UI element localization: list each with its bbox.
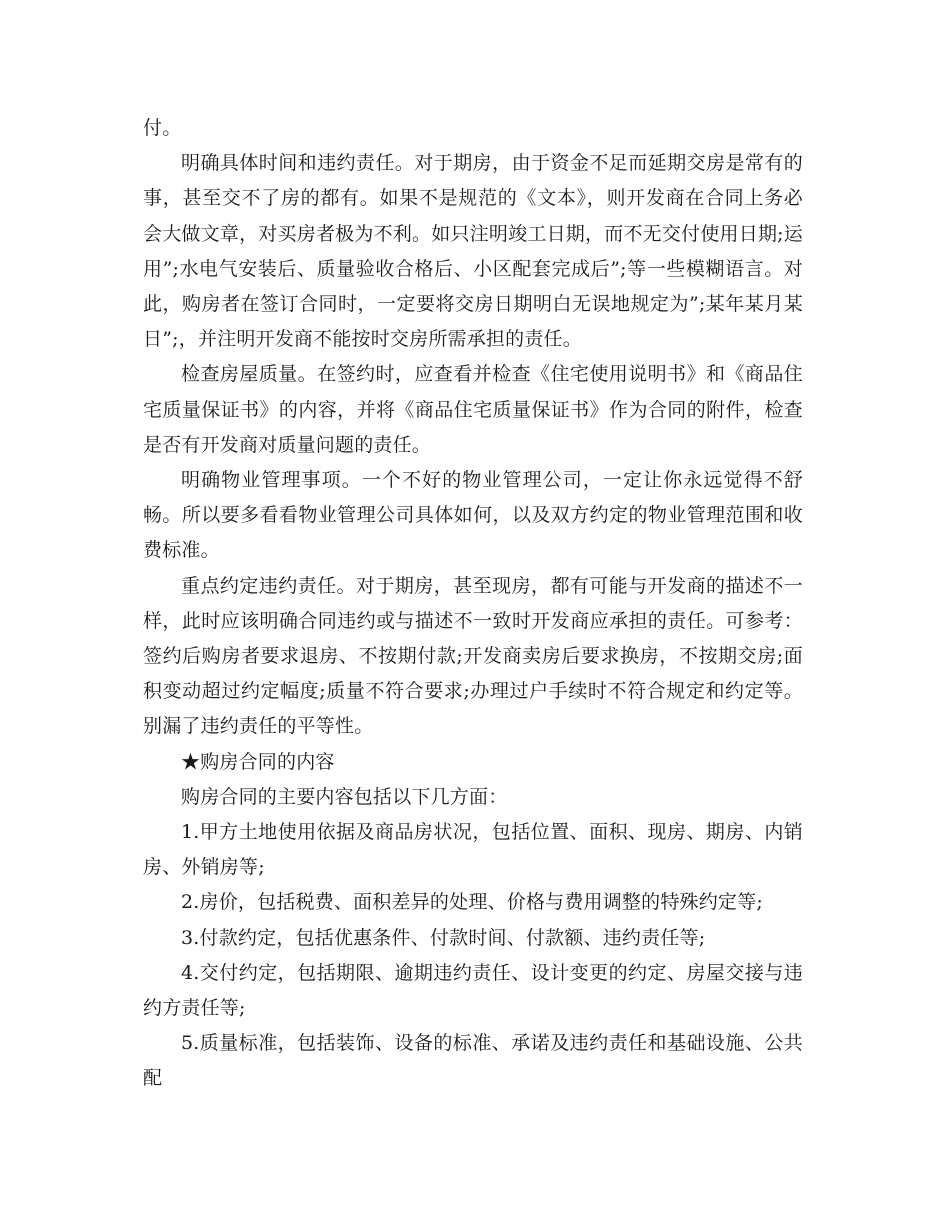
paragraph-property-management: 明确物业管理事项。一个不好的物业管理公司，一定让你永远觉得不舒畅。所以要多看看物业管理公司具体如何，以及双方约定的物业管理范围和收费标准。	[143, 469, 803, 562]
paragraph-contract-intro: 购房合同的主要内容包括以下几方面：	[181, 785, 508, 808]
section-heading-contract-content: ★购房合同的内容	[181, 750, 335, 773]
list-item-4: 4.交付约定，包括期限、逾期违约责任、设计变更的约定、房屋交接与违约方责任等;	[143, 961, 803, 1020]
paragraph-continuation: 付。	[143, 117, 182, 139]
list-item-3: 3.付款约定，包括优惠条件、付款时间、付款额、违约责任等;	[181, 926, 706, 949]
list-item-1: 1.甲方土地使用依据及商品房状况，包括位置、面积、现房、期房、内销房、外销房等;	[143, 821, 803, 879]
paragraph-breach-liability: 重点约定违约责任。对于期房，甚至现房，都有可能与开发商的描述不一样，此时应该明确合同违约或与描述不一致时开发商应承担的责任。可参考：签约后购房者要求退房、不按期付款;开发商卖房后要求换房，不按期交房;面积变动超过约定幅度;质量不符合要求;办理过户手续时不符合规定和约定等。别漏了违约责任的平等性。	[143, 574, 803, 738]
list-item-5: 5.质量标准，包括装饰、设备的标准、承诺及违约责任和基础设施、公共配	[143, 1032, 803, 1090]
paragraph-check-quality: 检查房屋质量。在签约时，应查看并检查《住宅使用说明书》和《商品住宅质量保证书》的内容，并将《商品住宅质量保证书》作为合同的附件，检查是否有开发商对质量问题的责任。	[143, 363, 803, 456]
paragraph-time-and-liability: 明确具体时间和违约责任。对于期房，由于资金不足而延期交房是常有的事，甚至交不了房的都有。如果不是规范的《文本》，则开发商在合同上务必会大做文章，对买房者极为不利。如只注明竣工日期，而不无交付使用日期;运用”;水电气安装后、质量验收合格后、小区配套完成后”;等一些模糊语言。对此，购房者在签订合同时，一定要将交房日期明白无误地规定为”;某年某月某日”;，并注明开发商不能按时交房所需承担的责任。	[143, 152, 803, 351]
list-item-2: 2.房价，包括税费、面积差异的处理、价格与费用调整的特殊约定等;	[181, 891, 763, 914]
document-body	[143, 111, 803, 1097]
